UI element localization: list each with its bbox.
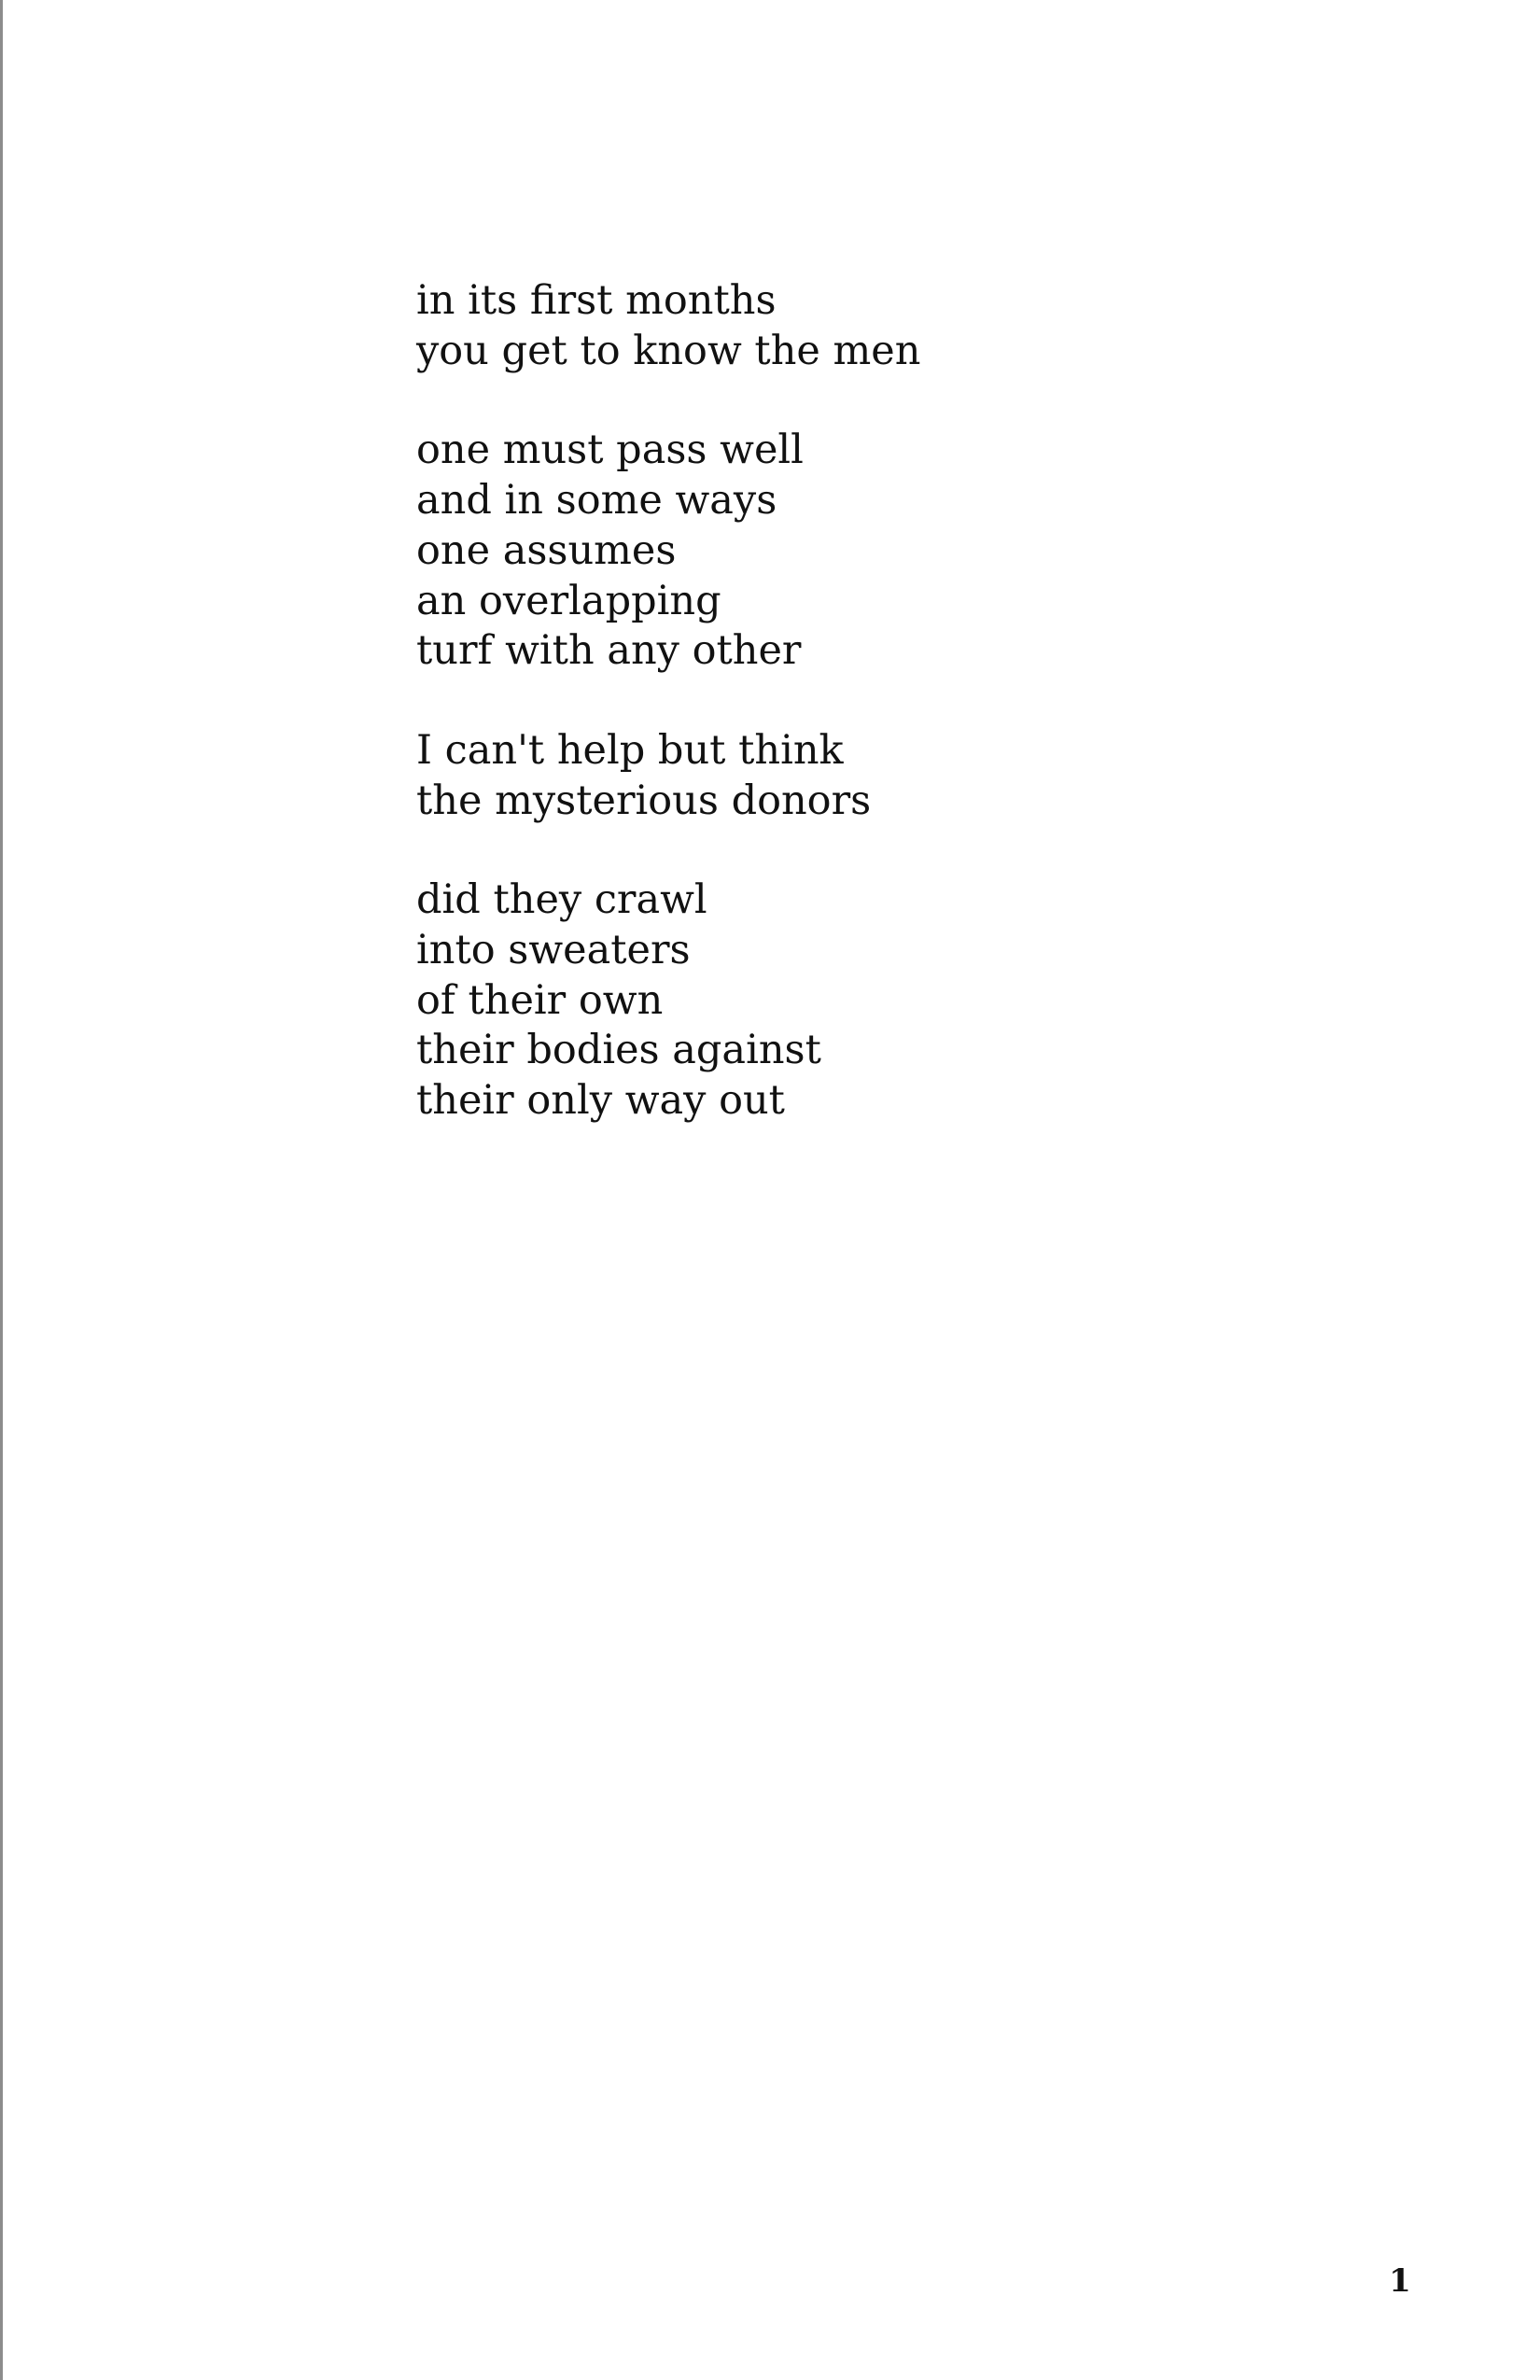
page-edge bbox=[0, 0, 3, 2380]
poem-line: in its first months bbox=[416, 277, 777, 324]
poem bbox=[416, 276, 1350, 1176]
stanza-3 bbox=[416, 726, 1350, 826]
poem-line: one assumes bbox=[416, 526, 677, 574]
poem-line: I can't help but think bbox=[416, 726, 844, 774]
poem-line: you get to know the men bbox=[416, 327, 921, 374]
poem-line: their only way out bbox=[416, 1077, 785, 1125]
poem-line: one must pass well bbox=[416, 427, 804, 474]
poem-line: the mysterious donors bbox=[416, 777, 872, 824]
poem-line: did they crawl bbox=[416, 876, 707, 924]
stanza-4 bbox=[416, 875, 1350, 1127]
poem-line: their bodies against bbox=[416, 1027, 821, 1074]
poem-line: of their own bbox=[416, 976, 664, 1024]
poem-line: an overlapping bbox=[416, 577, 721, 624]
poem-line: and in some ways bbox=[416, 477, 777, 525]
page-number: 1 bbox=[1389, 2262, 1411, 2300]
poem-line: into sweaters bbox=[416, 927, 691, 974]
poem-line: turf with any other bbox=[416, 627, 802, 675]
stanza-1 bbox=[416, 276, 1350, 376]
stanza-2 bbox=[416, 426, 1350, 677]
